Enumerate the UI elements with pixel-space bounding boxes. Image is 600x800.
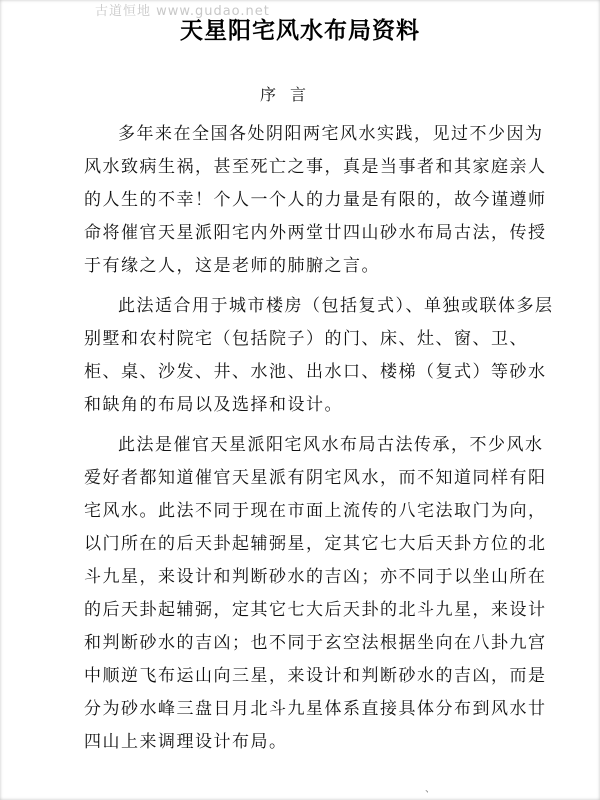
scan-mark: 、 bbox=[425, 784, 435, 795]
document-title: 天星阳宅风水布局资料 bbox=[180, 18, 420, 44]
preface-heading: 序言 bbox=[259, 85, 320, 104]
paragraph-2: 此法适合用于城市楼房（包括复式）、单独或联体多层别墅和农村院宅（包括院子）的门、床、灶、窗、卫、柜、桌、沙发、井、水池、出水口、楼梯（复式）等砂水和缺角的布局以及选择和设计。 bbox=[84, 296, 554, 415]
paragraph-1: 多年来在全国各处阴阳两宅风水实践，见过不少因为风水致病生祸，甚至死亡之事，真是当事者和其家庭亲人的人生的不幸！个人一个人的力量是有限的，故今谨遵师命将催官天星派阳宅内外两堂廿四山砂水布局古法，传授于有缘之人，这是老师的肺腑之言。 bbox=[84, 124, 547, 276]
preface-body bbox=[84, 118, 560, 766]
watermark: 古道恒地 www.gudao.net bbox=[95, 4, 270, 19]
paragraph-3: 此法是催官天星派阳宅风水布局古法传承，不少风水爱好者都知道催官天星派有阴宅风水，而不知道同样有阳宅风水。此法不同于现在市面上流传的八宅法取门为向，以门所在的后天卦起辅弼星，定其它七大后天卦方位的北斗九星，来设计和判断砂水的吉凶；亦不同于以坐山所在的后天卦起辅弼，定其它七大后天卦的北斗九星，来设计和判断砂水的吉凶；也不同于玄空法根据坐向在八卦九宫中顺逆飞布运山向三星，来设计和判断砂水的吉凶，而是分为砂水峰三盘日月北斗九星体系直接具体分布到风水廿四山上来调理设计布局。 bbox=[84, 435, 547, 752]
